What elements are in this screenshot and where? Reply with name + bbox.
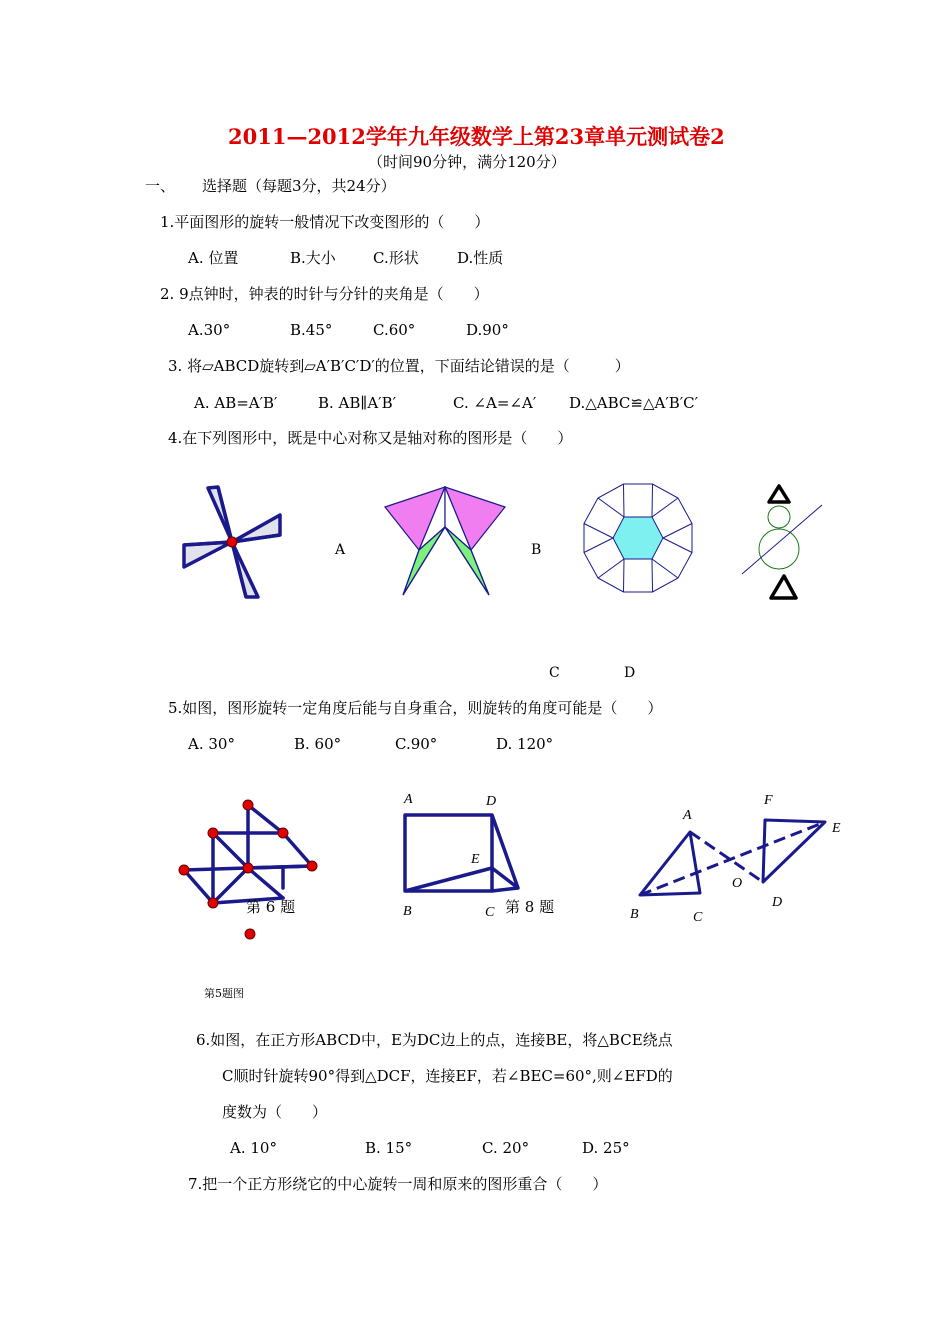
fig-point-c: C — [693, 910, 703, 925]
q1-option-b: B.大小 — [290, 249, 336, 267]
q2-option-c: C.60° — [373, 321, 416, 339]
q6-option-b: B. 15° — [365, 1139, 413, 1157]
fig-point-a: A — [683, 808, 692, 823]
fig-point-b: B — [630, 907, 639, 922]
q3-stem: 3. 将▱ABCD旋转到▱A′B′C′D′的位置，下面结论错误的是（ ） — [168, 357, 630, 375]
q4-label-a: A — [335, 542, 346, 558]
fig8-point-c: C — [485, 905, 495, 920]
q3-option-c: C. ∠A=∠A′ — [453, 394, 537, 412]
section-number: 一、 — [145, 177, 176, 195]
fig8-caption: 第 8 题 — [505, 898, 555, 916]
q5-option-b: B. 60° — [294, 735, 342, 753]
q4-figure-circles — [740, 482, 825, 604]
q2-option-b: B.45° — [290, 321, 333, 339]
q6-stem-line2: C顺时针旋转90°得到△DCF，连接EF，若∠BEC=60°,则∠EFD的 — [222, 1067, 673, 1085]
q4-figure-pinwheel — [180, 485, 285, 600]
q2-option-d: D.90° — [466, 321, 509, 339]
page-subtitle: （时间90分钟，满分120分） — [368, 153, 566, 171]
fig-point-f: F — [764, 793, 773, 808]
fig6-caption: 第 6 题 — [246, 898, 296, 916]
q5-option-c: C.90° — [395, 735, 438, 753]
q6-stem-line1: 6.如图，在正方形ABCD中，E为DC边上的点，连接BE，将△BCE绕点 — [196, 1031, 673, 1049]
q4-figure-polygon — [582, 482, 694, 594]
q4-stem: 4.在下列图形中，既是中心对称又是轴对称的图形是（ ） — [168, 429, 573, 447]
q2-option-a: A.30° — [188, 321, 231, 339]
q2-stem: 2. 9点钟时，钟表的时针与分针的夹角是（ ） — [160, 285, 489, 303]
q5-option-a: A. 30° — [188, 735, 235, 753]
q5-option-d: D. 120° — [496, 735, 554, 753]
q7-stem: 7.把一个正方形绕它的中心旋转一周和原来的图形重合（ ） — [188, 1175, 608, 1193]
q6-option-d: D. 25° — [582, 1139, 630, 1157]
fig6-rotation-figure — [175, 798, 325, 940]
q4-label-d: D — [624, 665, 636, 681]
fig8-square-figure — [400, 810, 525, 895]
section-title: 选择题（每题3分，共24分） — [202, 177, 396, 195]
q1-option-d: D.性质 — [457, 249, 504, 267]
fig5-caption: 第5题图 — [204, 987, 244, 1000]
fig-point-d: D — [772, 895, 783, 910]
q1-stem: 1.平面图形的旋转一般情况下改变图形的（ ） — [160, 213, 490, 231]
page-title: 2011—2012学年九年级数学上第23章单元测试卷2 — [228, 124, 725, 149]
q6-stem-line3: 度数为（ ） — [222, 1103, 328, 1121]
q1-option-a: A. 位置 — [188, 249, 239, 267]
q3-option-b: B. AB∥A′B′ — [318, 394, 397, 412]
q3-option-d: D.△ABC≌△A′B′C′ — [569, 394, 699, 412]
fig8-point-e: E — [471, 852, 480, 867]
q1-option-c: C.形状 — [373, 249, 419, 267]
fig-point-e: E — [832, 821, 841, 836]
q4-label-c: C — [549, 665, 560, 681]
fig8-point-d: D — [486, 794, 497, 809]
q4-figure-star — [383, 485, 508, 600]
fig8-point-b: B — [403, 904, 412, 919]
q3-option-a: A. AB=A′B′ — [194, 394, 278, 412]
q4-label-b: B — [531, 542, 542, 558]
q5-stem: 5.如图，图形旋转一定角度后能与自身重合，则旋转的角度可能是（ ） — [168, 699, 663, 717]
fig8-point-a: A — [404, 792, 413, 807]
q6-option-c: C. 20° — [482, 1139, 530, 1157]
fig-point-o: O — [732, 876, 743, 891]
q6-option-a: A. 10° — [230, 1139, 277, 1157]
